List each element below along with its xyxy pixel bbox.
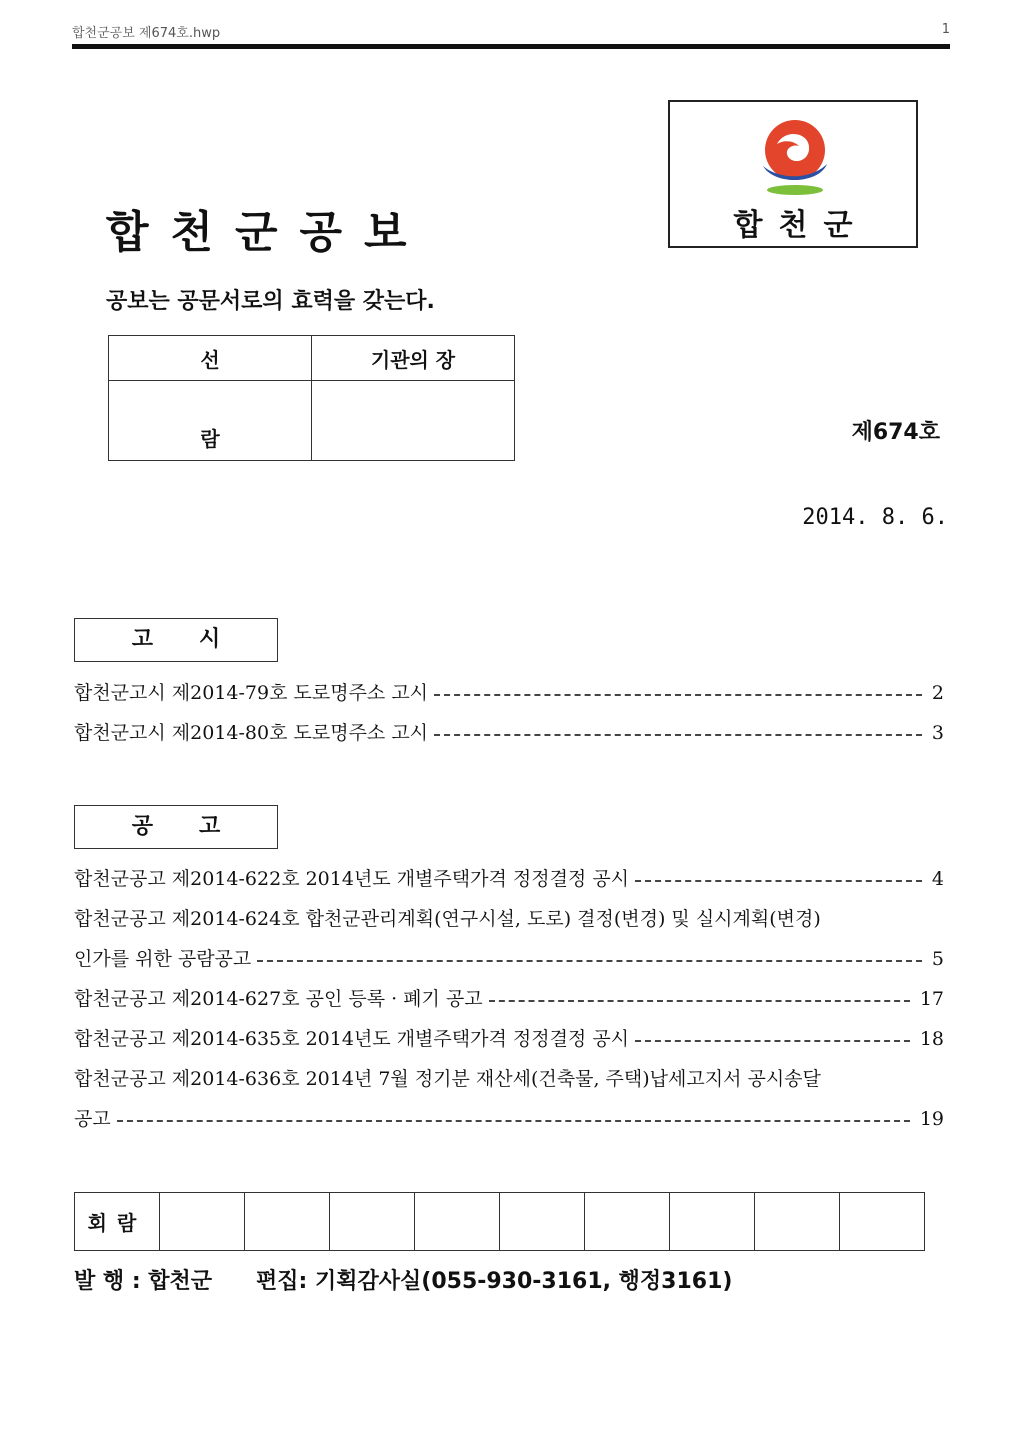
toc-entry[interactable] [74, 716, 944, 750]
circulation-cell [755, 1193, 840, 1251]
header-rule [72, 44, 950, 49]
seonram-label-bottom: 람 [109, 381, 312, 461]
circulation-cell [585, 1193, 670, 1251]
toc-entry-title: 합천군공고 제2014-635호 2014년도 개별주택가격 정정결정 공시 [74, 1028, 630, 1050]
section-heading-gosi: 고시 [74, 618, 278, 662]
running-header [72, 22, 950, 42]
toc-entry-title: 합천군공고 제2014-636호 2014년 7월 정기분 재산세(건축물, 주택)납세고지서 공시송달 [74, 1068, 821, 1090]
toc-entry[interactable] [74, 1062, 944, 1096]
issue-date: 2014. 8. 6. [802, 505, 948, 530]
toc-entry[interactable] [74, 1102, 944, 1136]
gazette-subtitle: 공보는 공문서로의 효력을 갖는다. [106, 289, 435, 314]
document-filename: 합천군공보 제674호.hwp [72, 26, 221, 41]
seonram-table [108, 335, 515, 461]
county-logo [668, 100, 918, 248]
toc-entry[interactable] [74, 676, 944, 710]
toc-leader [434, 734, 922, 736]
circulation-cell [840, 1193, 925, 1251]
toc-entry-page: 4 [931, 868, 944, 890]
publication-footer [74, 1264, 732, 1295]
logo-label: 합천군 [733, 208, 869, 243]
circulation-table [74, 1192, 925, 1251]
publisher: 발 행 : 합천군 [74, 1269, 213, 1294]
toc-entry[interactable] [74, 1022, 944, 1056]
circulation-cell [415, 1193, 500, 1251]
seonram-header: 기관의 장 [312, 336, 515, 381]
toc-entry-title: 합천군공고 제2014-627호 공인 등록 · 폐기 공고 [74, 988, 483, 1010]
toc-entry-page: 2 [931, 682, 944, 704]
page-number: 1 [941, 22, 950, 37]
circulation-cell [245, 1193, 330, 1251]
gazette-title: 합천군공보 [106, 207, 429, 258]
seonram-label-top: 선 [109, 336, 312, 381]
toc-leader [635, 1040, 910, 1042]
toc-entry-title: 합천군공고 제2014-622호 2014년도 개별주택가격 정정결정 공시 [74, 868, 630, 890]
toc-leader [117, 1120, 910, 1122]
toc-leader [257, 960, 922, 962]
circulation-cell [500, 1193, 585, 1251]
toc-leader [434, 694, 922, 696]
toc-entry[interactable] [74, 942, 944, 976]
toc-entry[interactable] [74, 902, 944, 936]
toc-entry-title: 공고 [74, 1108, 111, 1130]
toc-leader [489, 1000, 910, 1002]
toc-entry-title: 인가를 위한 공람공고 [74, 948, 252, 970]
toc-entry-page: 17 [919, 988, 944, 1010]
toc-leader [635, 880, 922, 882]
section-heading-gonggo: 공고 [74, 805, 278, 849]
toc-entry-title: 합천군고시 제2014-79호 도로명주소 고시 [74, 682, 429, 704]
issue-number: 제674호 [851, 420, 940, 445]
circulation-label: 회람 [75, 1193, 160, 1251]
toc-entry-page: 3 [931, 722, 944, 744]
circulation-cell [160, 1193, 245, 1251]
seonram-signature-cell [312, 381, 515, 461]
toc-entry-page: 5 [931, 948, 944, 970]
circulation-cell [670, 1193, 755, 1251]
toc-entry-title: 합천군고시 제2014-80호 도로명주소 고시 [74, 722, 429, 744]
editor: 편집: 기획감사실(055-930-3161, 행정3161) [256, 1269, 733, 1294]
toc-entry-page: 19 [919, 1108, 944, 1130]
toc-entry[interactable] [74, 982, 944, 1016]
toc-entry-title: 합천군공고 제2014-624호 합천군관리계획(연구시설, 도로) 결정(변경) 및 실시계획(변경) [74, 908, 821, 930]
circulation-cell [330, 1193, 415, 1251]
hapcheon-emblem-icon [755, 114, 835, 198]
toc-entry-page: 18 [919, 1028, 944, 1050]
toc-entry[interactable] [74, 862, 944, 896]
